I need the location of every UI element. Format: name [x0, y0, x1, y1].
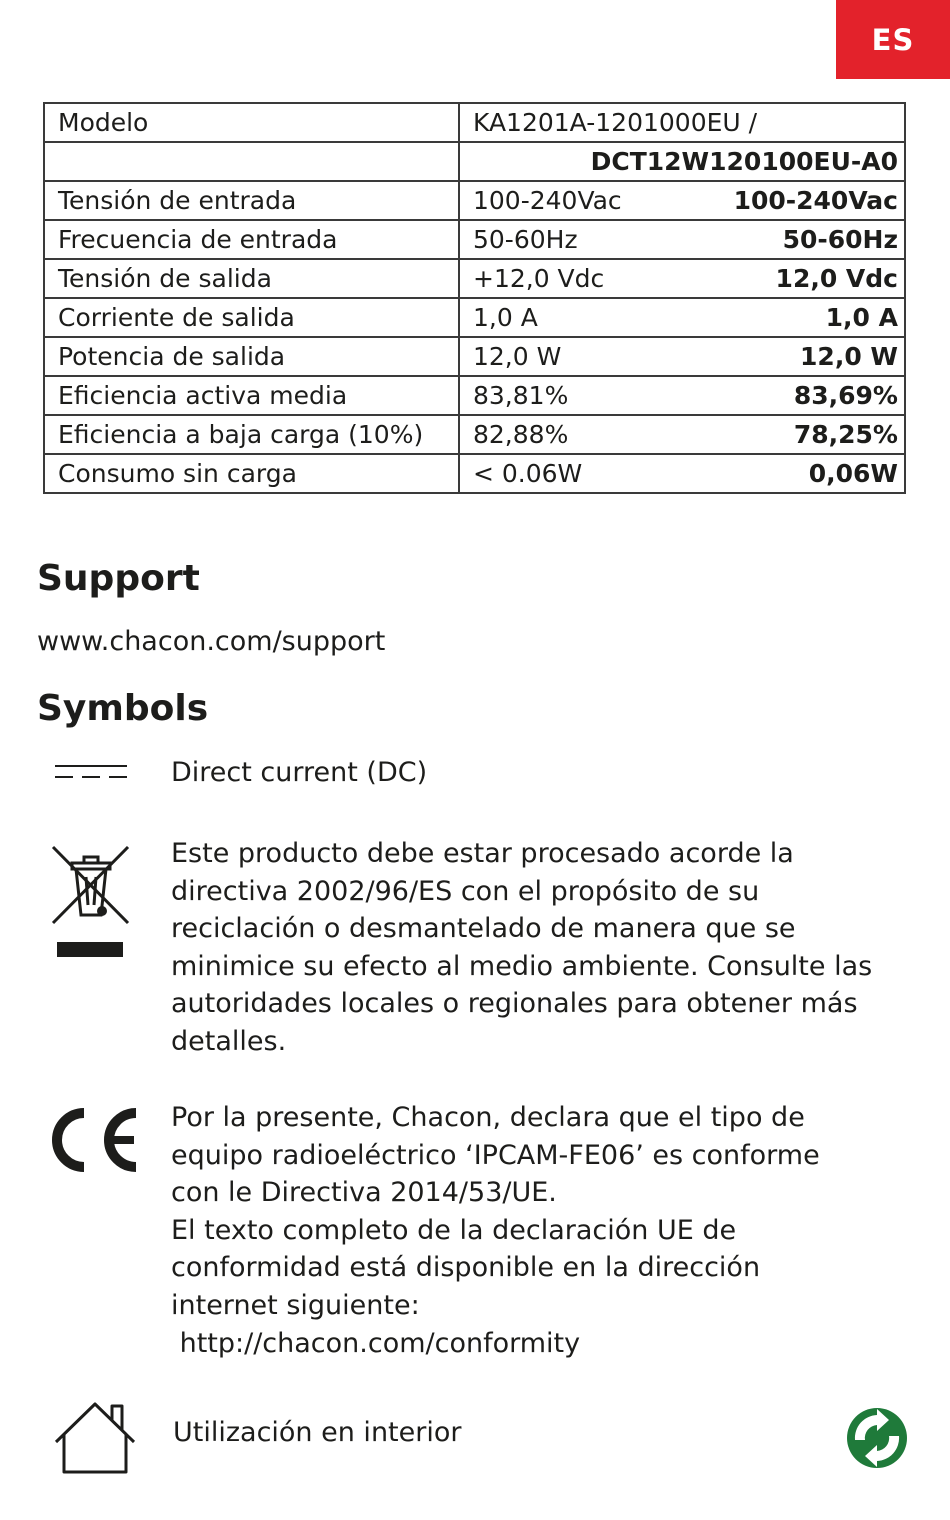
model-label: Modelo	[44, 103, 459, 142]
table-row	[44, 298, 905, 337]
table-row	[44, 415, 905, 454]
row-values	[459, 298, 905, 337]
row-label: Tensión de entrada	[44, 181, 459, 220]
value-1: < 0.06W	[473, 459, 583, 488]
conformity-link[interactable]: http://chacon.com/conformity	[171, 1327, 581, 1359]
language-tab: ES	[836, 0, 950, 79]
value-2: 1,0 A	[825, 303, 898, 332]
ce-line: El texto completo de la declaración UE de	[171, 1214, 737, 1246]
weee-line: directiva 2002/96/ES con el propósito de su	[171, 875, 760, 907]
value-1: 50-60Hz	[473, 225, 578, 254]
row-label: Tensión de salida	[44, 259, 459, 298]
table-row	[44, 142, 905, 181]
symbols-heading: Symbols	[37, 688, 209, 729]
weee-line: minimice su efecto al medio ambiente. Consulte las	[171, 950, 873, 982]
indoor-text: Utilización en interior	[173, 1417, 462, 1448]
table-row	[44, 337, 905, 376]
support-link[interactable]: www.chacon.com/support	[37, 626, 386, 657]
empty-cell	[44, 142, 459, 181]
row-label: Eficiencia activa media	[44, 376, 459, 415]
weee-line: reciclación o desmantelado de manera que se	[171, 913, 796, 945]
ce-line: internet siguiente:	[171, 1289, 420, 1321]
weee-text	[171, 835, 921, 1061]
ce-line: Por la presente, Chacon, declara que el tipo de	[171, 1102, 805, 1133]
row-label: Potencia de salida	[44, 337, 459, 376]
dc-text: Direct current (DC)	[171, 757, 428, 788]
green-dot-recycling-icon	[845, 1406, 909, 1470]
value-1: +12,0 Vdc	[473, 264, 605, 293]
row-label: Eficiencia a baja carga (10%)	[44, 415, 459, 454]
table-row	[44, 376, 905, 415]
row-label: Frecuencia de entrada	[44, 220, 459, 259]
value-2: 0,06W	[808, 459, 898, 488]
table-row	[44, 220, 905, 259]
ce-line: conformidad está disponible en la dirección	[171, 1252, 761, 1284]
ce-mark-icon	[44, 1105, 140, 1175]
row-label: Corriente de salida	[44, 298, 459, 337]
value-2: 78,25%	[793, 420, 898, 449]
weee-line: Este producto debe estar procesado acorde la	[171, 838, 794, 869]
row-values	[459, 220, 905, 259]
row-values	[459, 337, 905, 376]
value-1: 1,0 A	[473, 303, 538, 332]
row-values	[459, 181, 905, 220]
specs-table	[43, 102, 906, 494]
row-label: Consumo sin carga	[44, 454, 459, 493]
table-row	[44, 103, 905, 142]
ce-line: con le Directiva 2014/53/UE.	[171, 1177, 557, 1209]
table-row	[44, 259, 905, 298]
model-value-2: DCT12W120100EU-A0	[459, 142, 905, 181]
ce-text	[171, 1099, 921, 1362]
row-values	[459, 376, 905, 415]
weee-line: autoridades locales o regionales para obtener más	[171, 988, 858, 1020]
value-2: 83,69%	[793, 381, 898, 410]
value-2: 12,0 W	[800, 342, 898, 371]
value-2: 100-240Vac	[733, 186, 898, 215]
table-row	[44, 181, 905, 220]
value-1: 82,88%	[473, 420, 569, 449]
weee-line: detalles.	[171, 1025, 287, 1057]
value-1: 12,0 W	[473, 342, 562, 371]
table-row	[44, 454, 905, 493]
value-2: 50-60Hz	[782, 225, 898, 254]
dc-icon	[53, 762, 129, 782]
support-heading: Support	[37, 558, 200, 599]
row-values	[459, 454, 905, 493]
ce-line: equipo radioeléctrico ‘IPCAM-FE06’ es conforme	[171, 1139, 820, 1171]
value-1: 100-240Vac	[473, 186, 622, 215]
row-values	[459, 259, 905, 298]
value-2: 12,0 Vdc	[775, 264, 898, 293]
row-values	[459, 415, 905, 454]
model-value-1: KA1201A-1201000EU /	[459, 103, 905, 142]
weee-bin-icon	[50, 843, 132, 961]
house-icon	[52, 1400, 138, 1476]
value-1: 83,81%	[473, 381, 569, 410]
